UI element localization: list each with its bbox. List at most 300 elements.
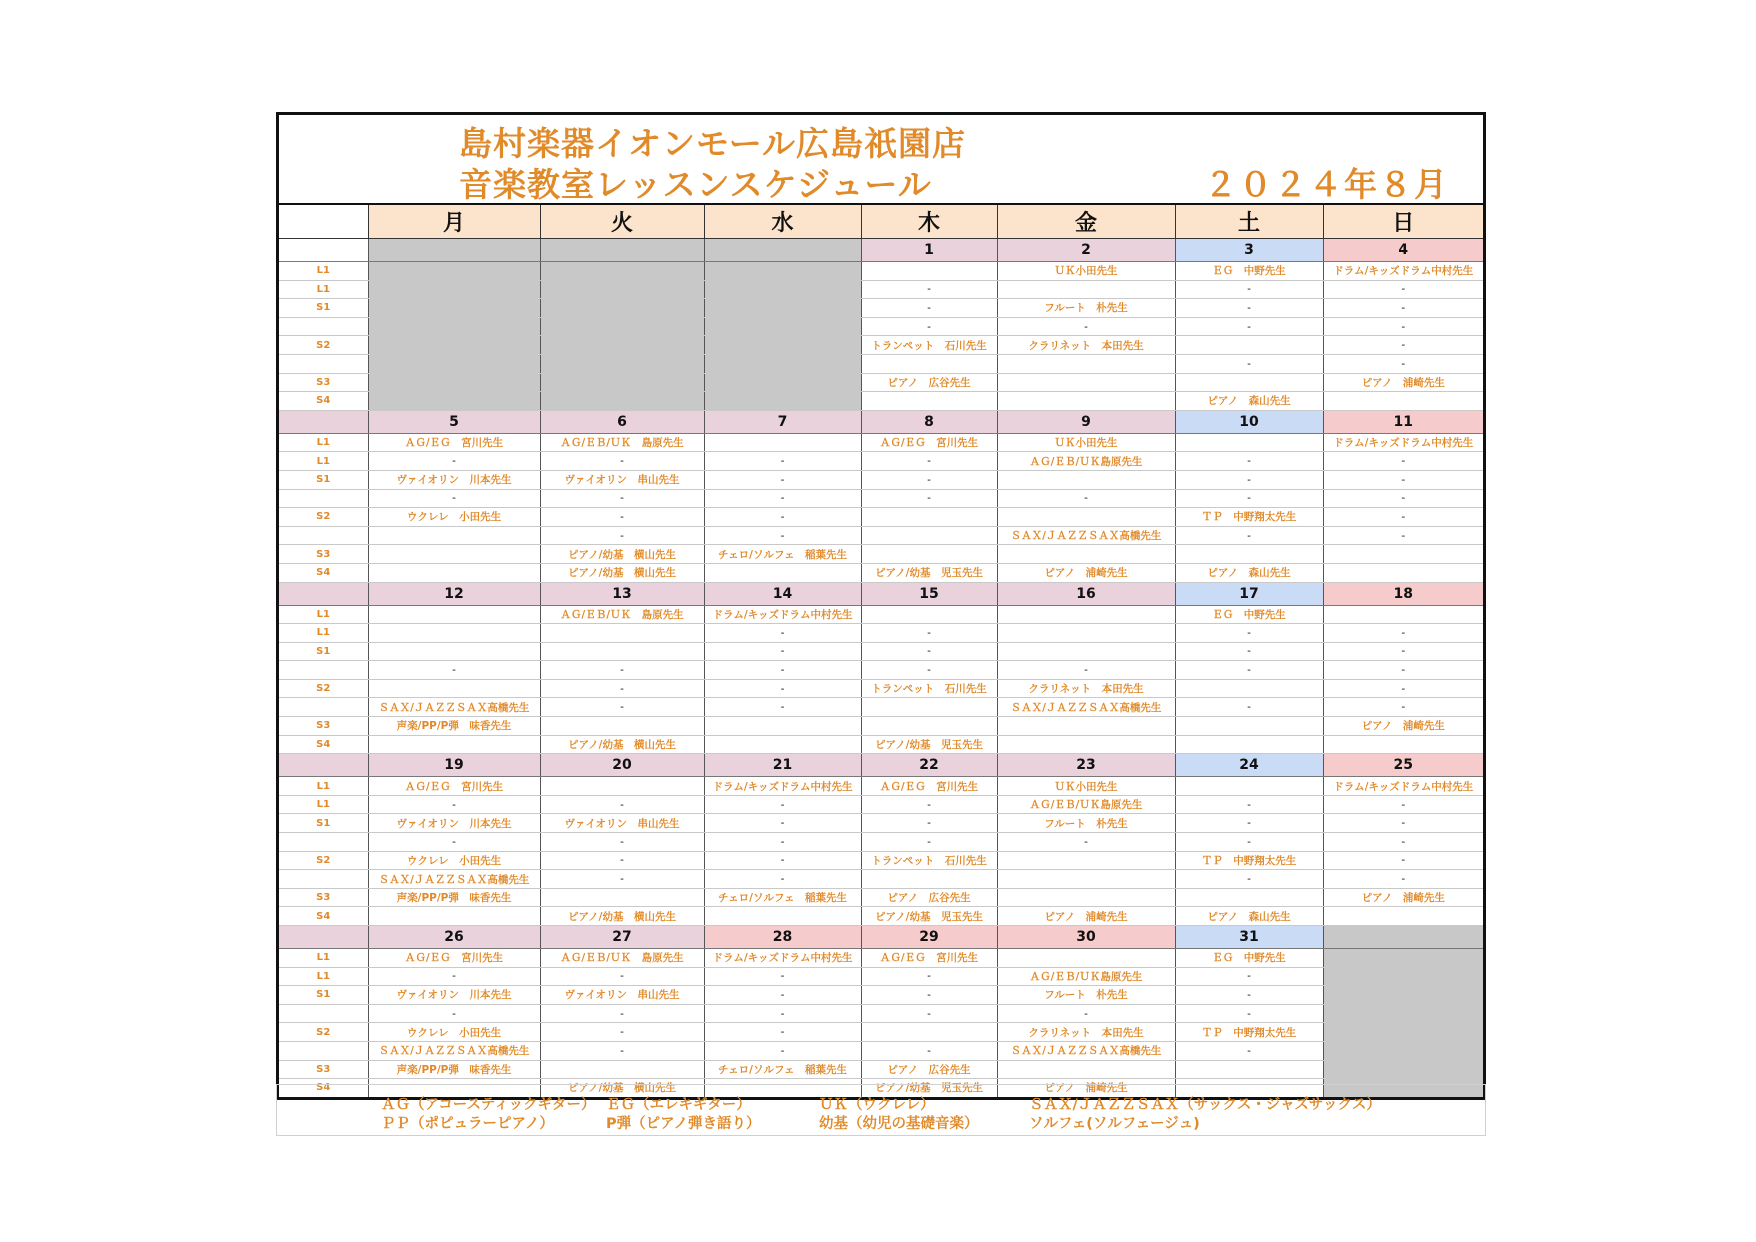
lesson-cell-sat: - [1175, 354, 1323, 373]
lesson-cell-tue [540, 317, 704, 336]
lesson-row [279, 452, 1483, 471]
lesson-cell-tue: ヴァイオリン 串山先生 [540, 814, 704, 833]
lesson-cell-thu: - [861, 795, 997, 814]
lesson-cell-tue: - [540, 795, 704, 814]
schedule-sheet [276, 112, 1486, 1100]
lesson-cell-mon: - [368, 452, 540, 471]
week-label-cell [279, 410, 368, 433]
lesson-row [279, 679, 1483, 698]
lesson-cell-sat: - [1175, 698, 1323, 717]
lesson-cell-fri: ピアノ 浦崎先生 [997, 1079, 1175, 1097]
lesson-cell-sun: - [1323, 642, 1483, 661]
lesson-cell-sat [1175, 888, 1323, 907]
lesson-cell-sat [1175, 717, 1323, 736]
lesson-cell-thu: - [861, 986, 997, 1005]
lesson-cell-wed: ドラム/キッズドラム中村先生 [704, 949, 861, 968]
lesson-cell-sat: - [1175, 317, 1323, 336]
date-cell-wed [704, 239, 861, 262]
lesson-cell-wed [704, 735, 861, 754]
slot-label [279, 1004, 368, 1023]
lesson-row [279, 986, 1483, 1005]
lesson-cell-mon: ヴァイオリン 川本先生 [368, 986, 540, 1005]
date-cell-fri: 9 [997, 410, 1175, 433]
date-cell-fri: 16 [997, 582, 1175, 605]
lesson-cell-sat: - [1175, 870, 1323, 889]
lesson-cell-sat: - [1175, 470, 1323, 489]
lesson-cell-sun: - [1323, 814, 1483, 833]
lesson-cell-wed [704, 907, 861, 926]
lesson-row [279, 262, 1483, 281]
lesson-cell-sun: ピアノ 浦崎先生 [1323, 373, 1483, 392]
lesson-cell-tue: ＡＧ/ＥＢ/ＵＫ 島原先生 [540, 949, 704, 968]
weekday-mon: 月 [368, 205, 540, 239]
lesson-cell-tue: - [540, 1023, 704, 1042]
lesson-cell-mon [368, 624, 540, 643]
lesson-cell-tue: - [540, 1004, 704, 1023]
lesson-row [279, 661, 1483, 680]
slot-label: S4 [279, 735, 368, 754]
lesson-row [279, 814, 1483, 833]
date-cell-sun: 11 [1323, 410, 1483, 433]
date-cell-mon: 5 [368, 410, 540, 433]
weekday-sat: 土 [1175, 205, 1323, 239]
lesson-cell-thu: ピアノ 広谷先生 [861, 1060, 997, 1079]
lesson-cell-thu: トランペット 石川先生 [861, 336, 997, 355]
lesson-cell-sun [1323, 1023, 1483, 1042]
lesson-cell-wed: - [704, 851, 861, 870]
month-label: ２０２４年８月 [1204, 165, 1449, 204]
date-cell-sat: 24 [1175, 754, 1323, 777]
lesson-row [279, 717, 1483, 736]
lesson-cell-thu [861, 262, 997, 281]
lesson-cell-fri [997, 1060, 1175, 1079]
lesson-cell-mon [368, 392, 540, 411]
slot-label: L1 [279, 605, 368, 624]
lesson-row [279, 317, 1483, 336]
lesson-cell-tue: - [540, 489, 704, 508]
lesson-cell-fri: - [997, 317, 1175, 336]
lesson-cell-thu: - [861, 642, 997, 661]
lesson-cell-sun [1323, 986, 1483, 1005]
lesson-cell-sun: - [1323, 280, 1483, 299]
lesson-cell-mon: ウクレレ 小田先生 [368, 851, 540, 870]
lesson-cell-thu [861, 605, 997, 624]
slot-label: S1 [279, 986, 368, 1005]
lesson-cell-wed [704, 336, 861, 355]
lesson-cell-sun: - [1323, 452, 1483, 471]
slot-label: S2 [279, 1023, 368, 1042]
lesson-cell-sun: - [1323, 795, 1483, 814]
lesson-cell-sun: ドラム/キッズドラム中村先生 [1323, 433, 1483, 452]
lesson-cell-wed: - [704, 452, 861, 471]
lesson-cell-sun: - [1323, 336, 1483, 355]
lesson-cell-tue: ＡＧ/ＥＢ/ＵＫ 島原先生 [540, 605, 704, 624]
lesson-cell-tue: ピアノ/幼基 横山先生 [540, 907, 704, 926]
slot-label: L1 [279, 452, 368, 471]
lesson-cell-thu: - [861, 814, 997, 833]
calendar-body [279, 239, 1483, 1097]
lesson-cell-fri [997, 354, 1175, 373]
slot-label: L1 [279, 967, 368, 986]
lesson-cell-fri: ＳＡＸ/ＪＡＺＺＳＡＸ高橋先生 [997, 1041, 1175, 1060]
weekday-thu: 木 [861, 205, 997, 239]
lesson-cell-tue: ヴァイオリン 串山先生 [540, 470, 704, 489]
weekday-wed: 水 [704, 205, 861, 239]
slot-label: L1 [279, 777, 368, 796]
lesson-cell-thu: ピアノ 広谷先生 [861, 373, 997, 392]
lesson-cell-mon [368, 642, 540, 661]
lesson-cell-tue: ピアノ/幼基 横山先生 [540, 735, 704, 754]
lesson-cell-mon [368, 262, 540, 281]
lesson-cell-sat: - [1175, 795, 1323, 814]
slot-label: L1 [279, 795, 368, 814]
slot-label: S3 [279, 373, 368, 392]
lesson-cell-thu: - [861, 624, 997, 643]
lesson-cell-tue: - [540, 870, 704, 889]
slot-label: S1 [279, 470, 368, 489]
lesson-cell-mon: - [368, 967, 540, 986]
lesson-cell-tue [540, 392, 704, 411]
lesson-cell-sun: - [1323, 526, 1483, 545]
lesson-cell-tue: - [540, 679, 704, 698]
lesson-cell-thu [861, 1023, 997, 1042]
lesson-row [279, 698, 1483, 717]
lesson-cell-sat [1175, 545, 1323, 564]
lesson-cell-wed: - [704, 1041, 861, 1060]
lesson-cell-sat: - [1175, 526, 1323, 545]
lesson-cell-sat: - [1175, 1041, 1323, 1060]
lesson-cell-fri: ピアノ 浦崎先生 [997, 907, 1175, 926]
lesson-cell-thu [861, 392, 997, 411]
lesson-cell-fri [997, 373, 1175, 392]
slot-label [279, 870, 368, 889]
lesson-cell-sun: - [1323, 489, 1483, 508]
lesson-cell-mon [368, 373, 540, 392]
lesson-cell-sat: - [1175, 661, 1323, 680]
lesson-row [279, 1023, 1483, 1042]
week-label-cell [279, 239, 368, 262]
slot-label: S2 [279, 336, 368, 355]
week-3-date-row [279, 582, 1483, 605]
lesson-cell-wed: チェロ/ソルフェ 稲葉先生 [704, 1060, 861, 1079]
date-cell-mon: 12 [368, 582, 540, 605]
legend-yoki: 幼基（幼児の基礎音楽） [819, 1116, 979, 1132]
lesson-cell-tue [540, 624, 704, 643]
date-cell-sun: 25 [1323, 754, 1483, 777]
lesson-cell-fri: フルート 朴先生 [997, 814, 1175, 833]
lesson-cell-mon: ヴァイオリン 川本先生 [368, 814, 540, 833]
lesson-row [279, 1004, 1483, 1023]
sheet-header [279, 115, 1483, 205]
lesson-cell-tue [540, 280, 704, 299]
lesson-cell-fri: ＡＧ/ＥＢ/ＵＫ島原先生 [997, 795, 1175, 814]
lesson-cell-tue [540, 717, 704, 736]
lesson-cell-fri [997, 545, 1175, 564]
lesson-cell-tue [540, 777, 704, 796]
lesson-cell-sun [1323, 563, 1483, 582]
lesson-row [279, 642, 1483, 661]
lesson-cell-thu [861, 870, 997, 889]
date-cell-wed: 28 [704, 926, 861, 949]
week-label-cell [279, 926, 368, 949]
lesson-cell-fri [997, 470, 1175, 489]
lesson-cell-sat: - [1175, 452, 1323, 471]
lesson-cell-wed: - [704, 1004, 861, 1023]
lesson-cell-fri [997, 624, 1175, 643]
lesson-cell-thu: - [861, 1041, 997, 1060]
lesson-cell-tue: ピアノ/幼基 横山先生 [540, 563, 704, 582]
lesson-row [279, 795, 1483, 814]
store-name: 島村楽器イオンモール広島祇園店 [459, 124, 967, 163]
lesson-cell-fri [997, 392, 1175, 411]
lesson-cell-mon: - [368, 661, 540, 680]
lesson-cell-sat: - [1175, 833, 1323, 852]
lesson-cell-fri: - [997, 661, 1175, 680]
slot-label [279, 489, 368, 508]
lesson-cell-mon [368, 299, 540, 318]
lesson-cell-sun: - [1323, 679, 1483, 698]
lesson-cell-sun: - [1323, 624, 1483, 643]
lesson-cell-wed: - [704, 489, 861, 508]
legend-ag: ＡＧ（アコースティックギター） [381, 1097, 596, 1113]
legend-uk: ＵＫ（ウクレレ） [819, 1097, 935, 1113]
date-cell-wed: 21 [704, 754, 861, 777]
lesson-cell-thu: - [861, 967, 997, 986]
lesson-cell-fri: ＵＫ小田先生 [997, 262, 1175, 281]
lesson-cell-wed [704, 433, 861, 452]
lesson-cell-sat: ピアノ 森山先生 [1175, 563, 1323, 582]
lesson-cell-sun: - [1323, 851, 1483, 870]
lesson-cell-mon: ＡＧ/ＥＧ 宮川先生 [368, 949, 540, 968]
lesson-cell-thu [861, 526, 997, 545]
date-cell-sun: 4 [1323, 239, 1483, 262]
lesson-cell-thu: - [861, 452, 997, 471]
lesson-cell-fri [997, 888, 1175, 907]
lesson-cell-sat: - [1175, 1004, 1323, 1023]
date-cell-tue: 27 [540, 926, 704, 949]
lesson-cell-fri: ＵＫ小田先生 [997, 433, 1175, 452]
date-cell-tue: 6 [540, 410, 704, 433]
date-cell-tue: 13 [540, 582, 704, 605]
date-cell-thu: 1 [861, 239, 997, 262]
lesson-row [279, 888, 1483, 907]
lesson-cell-sun: - [1323, 299, 1483, 318]
lesson-cell-thu [861, 508, 997, 527]
lesson-cell-wed: - [704, 624, 861, 643]
lesson-cell-tue: - [540, 1041, 704, 1060]
lesson-cell-mon [368, 317, 540, 336]
date-cell-thu: 15 [861, 582, 997, 605]
lesson-cell-fri [997, 605, 1175, 624]
lesson-cell-fri [997, 280, 1175, 299]
date-cell-thu: 29 [861, 926, 997, 949]
lesson-cell-sat [1175, 373, 1323, 392]
lesson-cell-wed: - [704, 986, 861, 1005]
lesson-row [279, 336, 1483, 355]
lesson-cell-sat: - [1175, 280, 1323, 299]
lesson-cell-wed [704, 717, 861, 736]
lesson-cell-thu: - [861, 299, 997, 318]
lesson-row [279, 851, 1483, 870]
lesson-cell-sat [1175, 777, 1323, 796]
lesson-cell-wed: - [704, 698, 861, 717]
slot-label: L1 [279, 280, 368, 299]
lesson-cell-wed: - [704, 661, 861, 680]
lesson-cell-fri: クラリネット 本田先生 [997, 679, 1175, 698]
lesson-row [279, 563, 1483, 582]
lesson-row [279, 373, 1483, 392]
slot-label: S2 [279, 851, 368, 870]
week-5-date-row [279, 926, 1483, 949]
lesson-cell-mon [368, 354, 540, 373]
lesson-cell-mon: - [368, 795, 540, 814]
slot-label: S3 [279, 717, 368, 736]
lesson-cell-wed: - [704, 814, 861, 833]
lesson-cell-wed [704, 280, 861, 299]
lesson-cell-fri: フルート 朴先生 [997, 986, 1175, 1005]
lesson-cell-sat [1175, 735, 1323, 754]
lesson-cell-wed: - [704, 833, 861, 852]
lesson-cell-mon: - [368, 833, 540, 852]
weekday-tue: 火 [540, 205, 704, 239]
lesson-cell-sat: - [1175, 489, 1323, 508]
lesson-row [279, 392, 1483, 411]
lesson-cell-fri [997, 642, 1175, 661]
lesson-cell-sun: - [1323, 661, 1483, 680]
lesson-cell-tue: - [540, 661, 704, 680]
lesson-row [279, 489, 1483, 508]
lesson-cell-sat: ＴＰ 中野翔太先生 [1175, 851, 1323, 870]
lesson-cell-sat [1175, 1060, 1323, 1079]
lesson-cell-tue: - [540, 833, 704, 852]
lesson-cell-sat: - [1175, 814, 1323, 833]
lesson-row [279, 299, 1483, 318]
lesson-cell-mon: - [368, 489, 540, 508]
slot-label: S4 [279, 563, 368, 582]
lesson-cell-mon [368, 563, 540, 582]
lesson-cell-mon [368, 605, 540, 624]
lesson-cell-mon: ウクレレ 小田先生 [368, 508, 540, 527]
slot-label: S4 [316, 1082, 331, 1094]
lesson-cell-mon [368, 679, 540, 698]
lesson-cell-sat: ＥＧ 中野先生 [1175, 605, 1323, 624]
slot-label: L1 [279, 433, 368, 452]
lesson-cell-wed [704, 354, 861, 373]
lesson-cell-thu: - [861, 317, 997, 336]
slot-label [279, 1041, 368, 1060]
lesson-cell-sat: - [1175, 986, 1323, 1005]
lesson-cell-fri: - [997, 489, 1175, 508]
lesson-cell-sat: ピアノ 森山先生 [1175, 392, 1323, 411]
slot-label: S3 [279, 545, 368, 564]
lesson-cell-thu [861, 698, 997, 717]
lesson-row [279, 1041, 1483, 1060]
lesson-cell-sun: - [1323, 508, 1483, 527]
lesson-cell-sat: - [1175, 642, 1323, 661]
week-1-date-row [279, 239, 1483, 262]
lesson-cell-sun: ドラム/キッズドラム中村先生 [1323, 262, 1483, 281]
date-cell-wed: 14 [704, 582, 861, 605]
lesson-row [279, 433, 1483, 452]
lesson-cell-sat [1175, 336, 1323, 355]
weekday-header-row [279, 205, 1483, 239]
lesson-cell-thu: - [861, 1004, 997, 1023]
date-cell-thu: 22 [861, 754, 997, 777]
date-cell-mon: 19 [368, 754, 540, 777]
lesson-cell-wed: - [704, 795, 861, 814]
lesson-row [279, 777, 1483, 796]
lesson-cell-thu: - [861, 833, 997, 852]
slot-label: S1 [279, 814, 368, 833]
lesson-cell-sun: - [1323, 470, 1483, 489]
slot-label [279, 833, 368, 852]
lesson-row [279, 870, 1483, 889]
lesson-cell-fri: - [997, 1004, 1175, 1023]
lesson-cell-sun [1323, 1041, 1483, 1060]
slot-label: S2 [279, 508, 368, 527]
lesson-row [279, 624, 1483, 643]
lesson-cell-sat: - [1175, 967, 1323, 986]
lesson-cell-wed [704, 373, 861, 392]
date-cell-tue [540, 239, 704, 262]
lesson-cell-thu: - [861, 661, 997, 680]
lesson-cell-tue: - [540, 698, 704, 717]
lesson-cell-tue: - [540, 967, 704, 986]
slot-label: L1 [279, 262, 368, 281]
date-cell-sat: 3 [1175, 239, 1323, 262]
lesson-cell-tue: - [540, 452, 704, 471]
lesson-cell-tue: ＡＧ/ＥＢ/ＵＫ 島原先生 [540, 433, 704, 452]
lesson-cell-fri: ＡＧ/ＥＢ/ＵＫ島原先生 [997, 452, 1175, 471]
slot-label: S3 [279, 888, 368, 907]
legend-eg: ＥＧ（エレキギター） [606, 1097, 751, 1113]
lesson-row [279, 508, 1483, 527]
date-cell-sat: 17 [1175, 582, 1323, 605]
date-cell-fri: 23 [997, 754, 1175, 777]
lesson-cell-thu: - [861, 280, 997, 299]
lesson-cell-sat: - [1175, 299, 1323, 318]
lesson-cell-wed: - [704, 870, 861, 889]
lesson-cell-fri [997, 949, 1175, 968]
lesson-cell-tue [540, 373, 704, 392]
lesson-cell-fri: ＵＫ小田先生 [997, 777, 1175, 796]
lesson-cell-mon: ウクレレ 小田先生 [368, 1023, 540, 1042]
lesson-cell-wed: ドラム/キッズドラム中村先生 [704, 605, 861, 624]
lesson-row [279, 833, 1483, 852]
lesson-cell-thu: ピアノ/幼基 児玉先生 [861, 735, 997, 754]
lesson-cell-thu: トランペット 石川先生 [861, 851, 997, 870]
date-cell-wed: 7 [704, 410, 861, 433]
slot-label [279, 661, 368, 680]
lesson-cell-mon: 声楽/PP/P弾 味香先生 [368, 1060, 540, 1079]
date-cell-sun: 18 [1323, 582, 1483, 605]
lesson-cell-fri: ＡＧ/ＥＢ/ＵＫ島原先生 [997, 967, 1175, 986]
lesson-cell-thu [861, 545, 997, 564]
lesson-cell-wed: - [704, 967, 861, 986]
lesson-cell-mon [368, 735, 540, 754]
week-2-date-row [279, 410, 1483, 433]
lesson-cell-sun [1323, 392, 1483, 411]
lesson-cell-thu: ピアノ/幼基 児玉先生 [861, 907, 997, 926]
lesson-cell-tue [540, 642, 704, 661]
slot-label: S1 [279, 299, 368, 318]
lesson-cell-mon [368, 280, 540, 299]
date-cell-mon: 26 [368, 926, 540, 949]
slot-label: L1 [279, 949, 368, 968]
lesson-cell-sun [1323, 1004, 1483, 1023]
date-cell-thu: 8 [861, 410, 997, 433]
lesson-cell-tue [540, 888, 704, 907]
